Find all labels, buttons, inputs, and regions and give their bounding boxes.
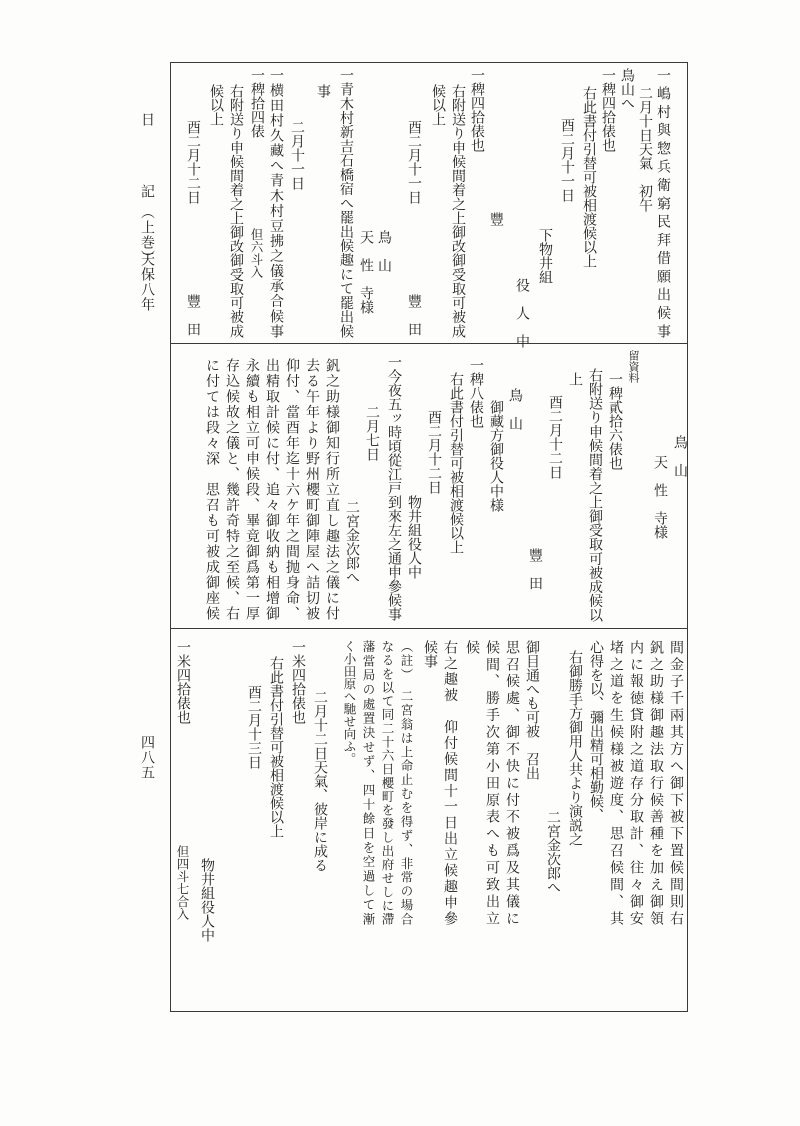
- signatory: 物井組役人中: [406, 495, 422, 579]
- text-line: 右附送り申候間着之上御改御受取可被成: [450, 84, 466, 338]
- text-line: 上: [567, 372, 583, 386]
- date-line: 二月十一日: [289, 120, 305, 190]
- text-line: 堵之道を生候様被遊度、思召候間、其: [608, 640, 624, 925]
- signatory: 豐 田: [527, 548, 543, 590]
- text-line: 内に報徳貸附之道存分取計、往々御安: [628, 640, 644, 925]
- date-weather-line: 二月十二日天氣、彼岸に成る: [312, 690, 328, 872]
- addressee-line: 御藏方御役人中様: [488, 400, 504, 512]
- addressee-line: 鳥山へ: [619, 68, 635, 110]
- editor-note: 藩當局の處置決せず、四十餘日を空過して漸: [361, 640, 376, 925]
- text-line: 候: [464, 640, 480, 654]
- addressee-line: 二宮金次郎へ: [545, 810, 561, 894]
- addressee-line: 鳥 山: [376, 230, 392, 272]
- addressee-line: 天 性 寺様: [652, 455, 668, 539]
- entry-heading: 一嶋村與惣兵衛窮民拜借願出候事: [655, 68, 671, 338]
- item-line: 一稗四拾俵也: [469, 68, 485, 152]
- item-note: 但四斗七合入: [175, 845, 190, 920]
- signatory: 豐: [488, 212, 504, 226]
- addressee-line: 天 性 寺様: [358, 230, 374, 314]
- running-head-title: 日 記: [139, 112, 155, 220]
- text-line: 思召候處、御不快に付不被爲及其儀に: [504, 640, 520, 925]
- signatory: 下物井組: [537, 228, 553, 284]
- item-line: 一米四拾俵也: [290, 640, 306, 724]
- text-line: 存込候故之儀と、幾許奇特之至候、右: [224, 358, 240, 620]
- signatory: 豐 田: [185, 294, 201, 336]
- entry-heading: 一横田村久藏へ青木村豆拂之儀承合候事: [268, 68, 284, 338]
- signatory: 役 人 中: [514, 278, 530, 348]
- signatory: 豐 田: [406, 294, 422, 336]
- text-line: 候間、勝手次第小田原表へも可致出立: [484, 640, 500, 925]
- text-line: 候事: [422, 640, 438, 668]
- item-line: 一稗四拾俵也: [600, 68, 616, 152]
- editor-note: （註） 二宮翁は上命止むを得ず、非常の場合: [399, 640, 414, 925]
- entry-heading: 一青木村新吉石橋宿へ罷出候趣にて罷出候: [338, 68, 354, 338]
- addressee-line: 鳥 山: [672, 435, 688, 477]
- text-line: 右御勝手方御用人共より演説之: [567, 650, 583, 846]
- item-line: 一稗八俵也: [468, 358, 484, 428]
- item-line: 一稗貳拾六俵也: [607, 372, 623, 470]
- editor-note: なるを以て同二十六日櫻町を發し出府せしに滯: [380, 640, 395, 925]
- text-line: 仰付、當酉年迄十六ケ年之間抛身命、: [284, 358, 300, 620]
- item-line: 一米四拾俵也: [175, 640, 191, 724]
- text-line: 候以上: [430, 84, 446, 126]
- item-line: 一稗拾四俵: [249, 68, 265, 138]
- band-divider-lower: [170, 628, 688, 629]
- text-line: 右附送り申候間着之上御受取可被成候以: [587, 368, 603, 622]
- editor-note: く小田原へ馳せ向ふ。: [342, 640, 357, 765]
- addressee-line: 鳥 山: [507, 388, 523, 430]
- date-line: 二月七日: [364, 405, 380, 461]
- date-weather-line: 二月十日天氣 初午: [637, 86, 653, 212]
- band-divider-upper: [170, 343, 688, 344]
- entry-heading: 一今夜五ッ時頃從江戸到來左之通申參候事: [386, 355, 402, 621]
- text-line: 去る午年より野州櫻町御陣屋へ詰切被: [304, 358, 320, 620]
- text-line: 右附送り申候間着之上御改御受取可被成: [228, 84, 244, 338]
- date-line: 酉二月十三日: [246, 685, 262, 769]
- text-line: 右此書付引替可被相渡候以上: [268, 656, 284, 838]
- margin-note: 留資料: [627, 350, 640, 383]
- text-line: 出精取計候に付、追々御收納も相增御: [264, 358, 280, 620]
- running-head-era: 天保八年: [139, 252, 155, 312]
- text-line: 事: [315, 84, 331, 98]
- page-number: 四八五: [139, 735, 155, 780]
- text-line: 間金子千兩其方へ御下被下置候間則右: [668, 640, 684, 925]
- text-line: 右此書付引替可被相渡候以上: [448, 372, 464, 554]
- text-line: 釩之助様御知行所立直し趣法之儀に付: [324, 358, 340, 620]
- text-line: 右之趣被 仰付候間十一日出立候趣申參: [442, 640, 458, 925]
- date-line: 酉二月十一日: [559, 118, 575, 202]
- text-line: 釩之助様御趣法取行候善種を加え御領: [648, 640, 664, 925]
- addressee-line: 二宮金次郎へ: [344, 500, 360, 584]
- running-head-volume: （上巻）: [139, 205, 155, 265]
- signatory: 物井組役人中: [199, 858, 215, 942]
- date-line: 酉二月十二日: [426, 410, 442, 494]
- date-line: 酉二月十二日: [547, 395, 563, 479]
- text-line: 心得を以、彌出精可相勤候、: [588, 640, 604, 822]
- text-line: 御目通へも可被 召出: [524, 640, 540, 780]
- text-line: 永續も相立可申候段、畢竟御爲第一厚: [244, 358, 260, 620]
- item-note: 但六斗入: [249, 228, 264, 278]
- date-line: 酉二月十二日: [185, 120, 201, 204]
- date-line: 酉二月十一日: [406, 120, 422, 204]
- text-line: に付ては段々深 思召も可被成御座候: [204, 358, 220, 620]
- text-line: 候以上: [208, 84, 224, 126]
- text-line: 右此書付引替可被相渡候以上: [581, 86, 597, 268]
